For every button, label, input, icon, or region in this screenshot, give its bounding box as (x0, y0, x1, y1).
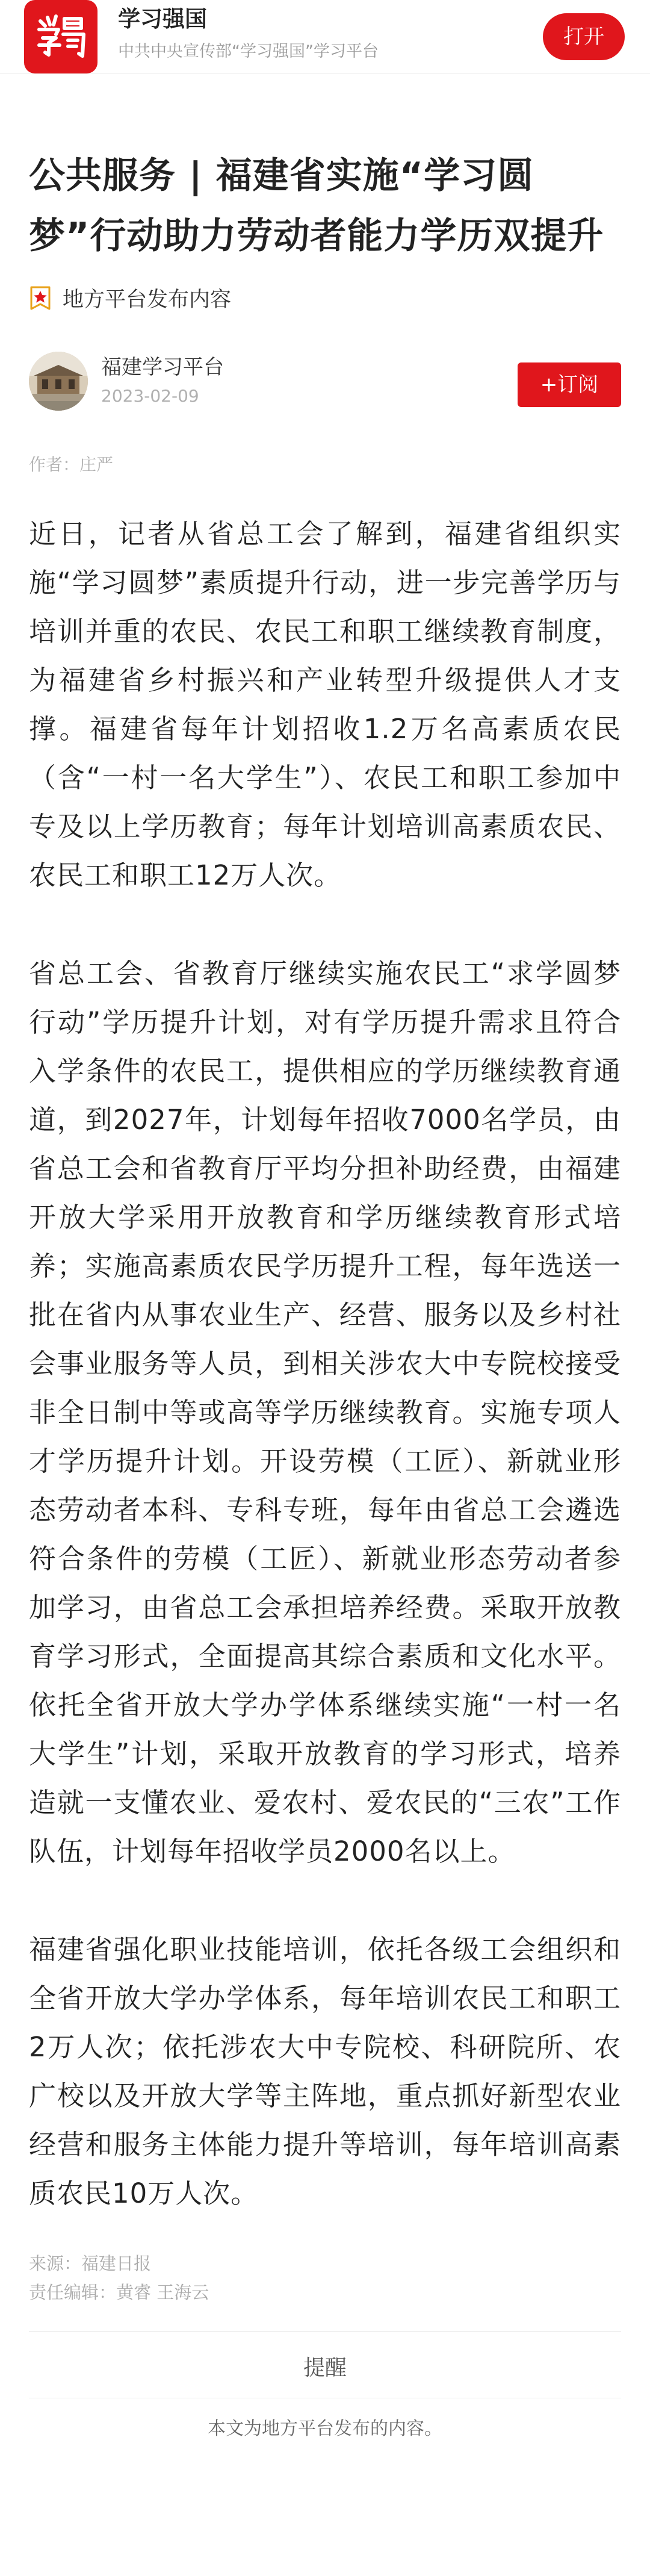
open-app-button[interactable]: 打开 (543, 13, 625, 60)
publish-date: 2023-02-09 (101, 386, 199, 406)
app-banner (0, 0, 650, 74)
divider (29, 2331, 621, 2332)
notice-text: 本文为地方平台发布的内容。 (208, 2418, 442, 2439)
xuexi-logo-icon[interactable] (24, 0, 98, 73)
platform-tag (29, 284, 621, 312)
platform-tag-label: 地方平台发布内容 (63, 288, 232, 312)
app-name: 学习强国 (118, 6, 207, 32)
body-paragraph: 省总工会、省教育厅继续实施农民工“求学圆梦行动”学历提升计划，对有学历提升需求且符合入学条件的农民工，提供相应的学历继续教育通道，到2027年，计划每年招收7000名学员，由省总工会和省教育厅平均分担补助经费，由福建开放大学采用开放教育和学历继续教育形式培养；实施高素质农民学历提升工程，每年选送一批在省内从事农业生产、经营、服务以及乡村社会事业服务等人员，到相关涉农大中专院校接受非全日制中等或高等学历继续教育。实施专项人才学历提升计划。开设劳模（工匠）、新就业形态劳动者本科、专科专班，每年由省总工会遴选符合条件的劳模（工匠）、新就业形态劳动者参加学习，由省总工会承担培养经费。采取开放教育学习形式，全面提高其综合素质和文化水平。依托全省开放大学办学体系继续实施“一村一名大学生”计划，采取开放教育的学习形式，培养造就一支懂农业、爱农村、爱农民的“三农”工作队伍，计划每年招收学员2000名以上。 (29, 957, 621, 1867)
logo-glyph (32, 8, 90, 66)
subscribe-button[interactable]: +订阅 (518, 362, 621, 407)
notice-heading: 提醒 (303, 2356, 347, 2380)
editor-line: 责任编辑：黄睿 王海云 (29, 2282, 209, 2303)
author-row (29, 352, 621, 412)
star-badge-icon (29, 286, 52, 310)
article-body (29, 509, 621, 2218)
author-name[interactable]: 福建学习平台 (101, 355, 224, 379)
source-line: 来源：福建日报 (29, 2253, 152, 2274)
body-paragraph: 近日，记者从省总工会了解到，福建省组织实施“学习圆梦”素质提升行动，进一步完善学历与培训并重的农民、农民工和职工继续教育制度，为福建省乡村振兴和产业转型升级提供人才支撑。福建省每年计划招收1.2万名高素质农民（含“一村一名大学生”）、农民工和职工参加中专及以上学历教育；每年计划培训高素质农民、农民工和职工12万人次。 (29, 518, 621, 891)
article-meta (29, 2249, 621, 2307)
app-subtitle: 中共中央宣传部“学习强国”学习平台 (118, 42, 379, 61)
byline: 作者：庄严 (29, 455, 114, 474)
avatar-photo (29, 352, 88, 411)
body-paragraph: 福建省强化职业技能培训，依托各级工会组织和全省开放大学办学体系，每年培训农民工和职工2万人次；依托涉农大中专院校、科研院所、农广校以及开放大学等主阵地，重点抓好新型农业经营和服务主体能力提升等培训，每年培训高素质农民10万人次。 (29, 1934, 621, 2209)
article-title: 公共服务 | 福建省实施“学习圆梦”行动助力劳动者能力学历双提升 (29, 155, 604, 257)
article (29, 146, 621, 2442)
avatar[interactable] (29, 352, 88, 411)
